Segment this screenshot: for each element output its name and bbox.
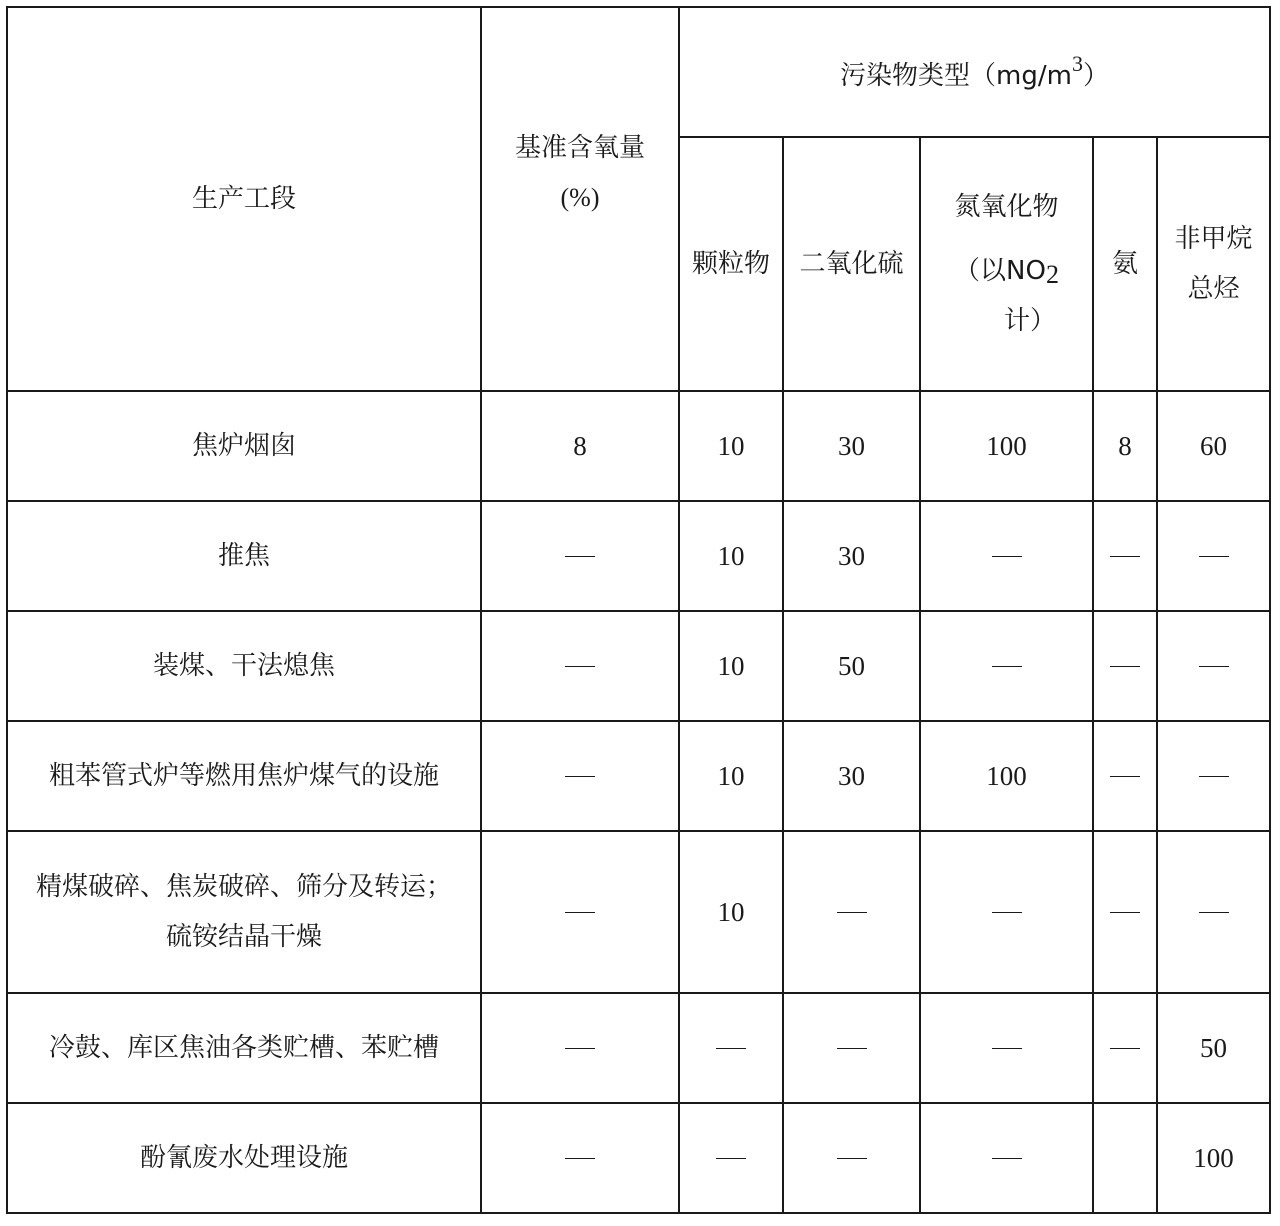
header-nmhc <box>1157 137 1270 391</box>
header-pm <box>679 137 783 391</box>
empty-dash <box>565 912 595 913</box>
table-row <box>7 611 1270 721</box>
cell-stage <box>7 1103 481 1213</box>
header-nmhc-label-1: 非甲烷 <box>1174 224 1253 254</box>
empty-dash <box>992 912 1022 913</box>
stage-label: 冷鼓、库区焦油各类贮槽、苯贮槽 <box>48 1033 439 1063</box>
value-oxygen: 8 <box>573 430 587 461</box>
cell-nmhc <box>1157 1103 1270 1213</box>
cell-pm <box>679 501 783 611</box>
empty-dash <box>1199 776 1229 777</box>
empty-dash <box>992 1048 1022 1049</box>
empty-dash <box>992 1158 1022 1159</box>
cell-nox <box>920 831 1093 993</box>
empty-dash <box>1199 666 1229 667</box>
cell-nh3 <box>1093 721 1157 831</box>
header-nmhc-label-2: 总烃 <box>1187 274 1240 304</box>
cell-oxygen <box>481 1103 679 1213</box>
cell-stage <box>7 993 481 1103</box>
cell-pm <box>679 1103 783 1213</box>
cell-nh3 <box>1093 993 1157 1103</box>
table-row <box>7 1103 1270 1213</box>
value-pm: 10 <box>717 760 745 791</box>
cell-pm <box>679 993 783 1103</box>
cell-nox <box>920 391 1093 501</box>
header-so2-label: 二氧化硫 <box>799 249 904 279</box>
cell-nh3 <box>1093 831 1157 993</box>
cell-nox <box>920 721 1093 831</box>
header-so2 <box>783 137 920 391</box>
value-pm: 10 <box>717 540 745 571</box>
value-nh3: 8 <box>1118 430 1132 461</box>
empty-dash <box>716 1158 746 1159</box>
cell-pm <box>679 831 783 993</box>
cell-pm <box>679 391 783 501</box>
value-nox: 100 <box>986 760 1027 791</box>
cell-so2 <box>783 831 920 993</box>
table-row <box>7 831 1270 993</box>
empty-dash <box>992 556 1022 557</box>
value-so2: 30 <box>838 760 865 791</box>
empty-dash <box>837 1158 867 1159</box>
cell-so2 <box>783 721 920 831</box>
value-pm: 10 <box>717 896 745 927</box>
header-oxygen <box>481 7 679 391</box>
cell-nmhc <box>1157 501 1270 611</box>
empty-dash <box>565 1048 595 1049</box>
cell-so2 <box>783 1103 920 1213</box>
cell-oxygen <box>481 391 679 501</box>
value-nmhc: 50 <box>1200 1032 1228 1063</box>
empty-dash <box>565 776 595 777</box>
empty-dash <box>1199 912 1229 913</box>
cell-oxygen <box>481 501 679 611</box>
header-pollutant-group-label: 污染物类型$(mg/m^3)$ <box>840 50 1109 92</box>
cell-nmhc <box>1157 831 1270 993</box>
header-pm-label: 颗粒物 <box>691 249 770 279</box>
cell-oxygen <box>481 831 679 993</box>
empty-dash <box>1110 1048 1140 1049</box>
cell-so2 <box>783 611 920 721</box>
empty-dash <box>837 1048 867 1049</box>
empty-dash <box>992 666 1022 667</box>
cell-oxygen <box>481 721 679 831</box>
header-nox <box>920 137 1093 391</box>
cell-nmhc <box>1157 721 1270 831</box>
stage-label: 焦炉烟囱 <box>191 431 296 461</box>
value-so2: 30 <box>838 430 865 461</box>
cell-stage <box>7 721 481 831</box>
table-row <box>7 501 1270 611</box>
stage-label-line: 精煤破碎、焦炭破碎、筛分及转运； <box>35 872 452 902</box>
table-row <box>7 993 1270 1103</box>
header-pollutant-group <box>679 7 1270 137</box>
emission-limits-table <box>6 6 1271 1214</box>
table-row <box>7 721 1270 831</box>
cell-nox <box>920 611 1093 721</box>
cell-so2 <box>783 993 920 1103</box>
header-nox-label: 氮氧化物 <box>954 192 1059 222</box>
cell-so2 <box>783 391 920 501</box>
empty-dash <box>565 556 595 557</box>
cell-nox <box>920 501 1093 611</box>
cell-nox <box>920 1103 1093 1213</box>
stage-label-line: 硫铵结晶干燥 <box>165 922 322 952</box>
header-oxygen-unit: (%) <box>560 183 600 212</box>
empty-dash <box>1110 776 1140 777</box>
cell-oxygen <box>481 993 679 1103</box>
cell-stage <box>7 391 481 501</box>
header-nh3-label: 氨 <box>1111 249 1138 279</box>
cell-nh3 <box>1093 501 1157 611</box>
header-nox-basis: （以$NO_2$ <box>954 256 1059 289</box>
cell-nh3 <box>1093 611 1157 721</box>
cell-nh3 <box>1093 1103 1157 1213</box>
header-oxygen-label: 基准含氧量 <box>514 133 645 163</box>
cell-nmhc <box>1157 993 1270 1103</box>
cell-nh3 <box>1093 391 1157 501</box>
table-body <box>7 391 1270 1213</box>
empty-dash <box>565 666 595 667</box>
value-so2: 50 <box>838 650 865 681</box>
header-nox-basis-end: 计） <box>1004 306 1057 336</box>
empty-dash <box>1110 912 1140 913</box>
cell-stage <box>7 611 481 721</box>
empty-dash <box>1110 666 1140 667</box>
value-pm: 10 <box>717 650 745 681</box>
cell-so2 <box>783 501 920 611</box>
empty-dash <box>1199 556 1229 557</box>
cell-pm <box>679 611 783 721</box>
header-row-1 <box>7 7 1270 137</box>
cell-nox <box>920 993 1093 1103</box>
header-stage-label: 生产工段 <box>191 184 296 214</box>
value-pm: 10 <box>717 430 745 461</box>
table-row <box>7 391 1270 501</box>
stage-label: 酚氰废水处理设施 <box>139 1143 348 1173</box>
cell-nmhc <box>1157 611 1270 721</box>
stage-label: 粗苯管式炉等燃用焦炉煤气的设施 <box>48 761 439 791</box>
header-stage <box>7 7 481 391</box>
cell-oxygen <box>481 611 679 721</box>
cell-nmhc <box>1157 391 1270 501</box>
empty-dash <box>1110 556 1140 557</box>
cell-pm <box>679 721 783 831</box>
cell-stage <box>7 501 481 611</box>
empty-dash <box>837 912 867 913</box>
value-nox: 100 <box>986 430 1027 461</box>
stage-label: 推焦 <box>217 541 270 571</box>
cell-stage <box>7 831 481 993</box>
stage-label: 装煤、干法熄焦 <box>152 651 335 681</box>
value-so2: 30 <box>838 540 865 571</box>
header-nh3 <box>1093 137 1157 391</box>
empty-dash <box>565 1158 595 1159</box>
empty-dash <box>716 1048 746 1049</box>
value-nmhc: 60 <box>1200 430 1228 461</box>
value-nmhc: 100 <box>1193 1142 1234 1173</box>
